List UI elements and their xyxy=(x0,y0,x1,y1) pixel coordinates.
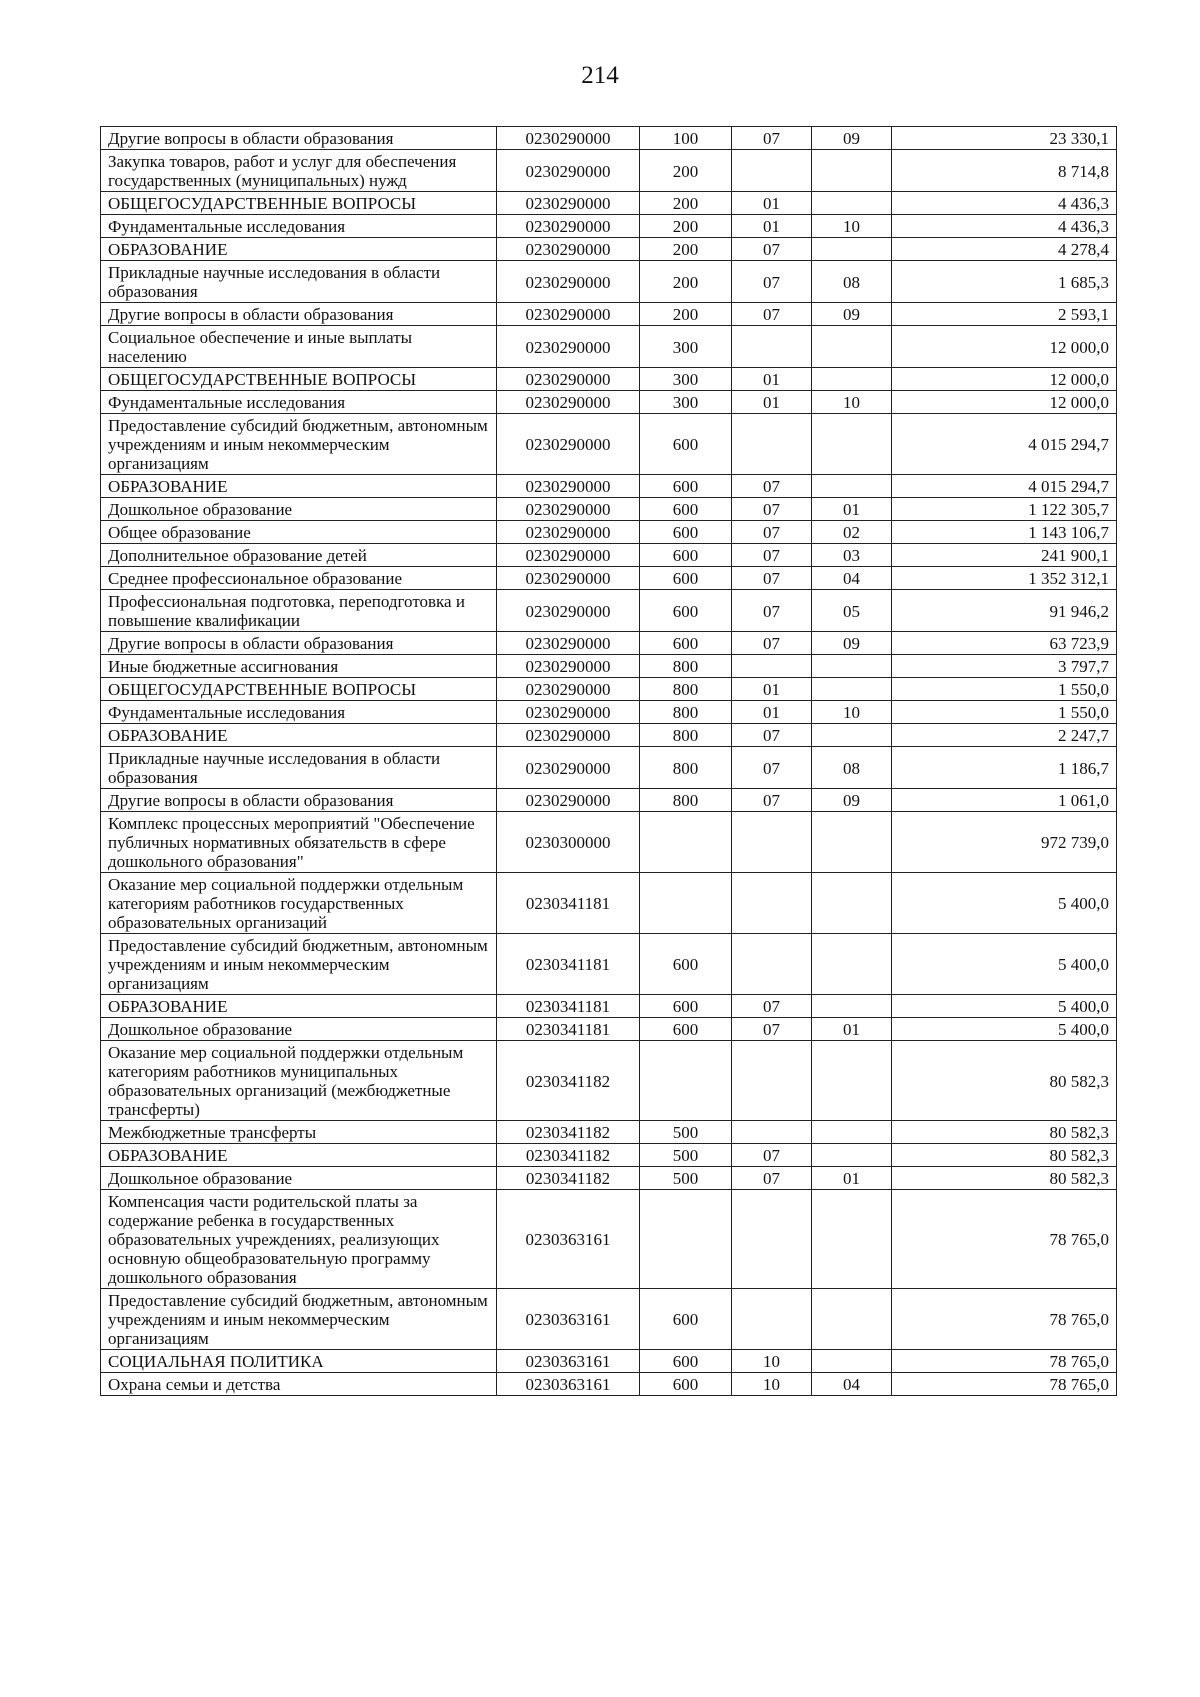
table-row xyxy=(101,498,1117,521)
row-subsection xyxy=(812,934,892,995)
row-expense-type: 800 xyxy=(640,678,732,701)
row-subsection xyxy=(812,724,892,747)
row-subsection: 09 xyxy=(812,127,892,150)
row-target-code: 0230290000 xyxy=(497,701,640,724)
row-section: 07 xyxy=(732,261,812,303)
row-name: Социальное обеспечение и иные выплаты населению xyxy=(101,326,497,368)
row-amount: 78 765,0 xyxy=(892,1373,1117,1396)
row-name: Комплекс процессных мероприятий "Обеспечение публичных нормативных обязательств в сфере дошкольного образования" xyxy=(101,812,497,873)
row-subsection: 03 xyxy=(812,544,892,567)
row-target-code: 0230290000 xyxy=(497,127,640,150)
row-expense-type: 600 xyxy=(640,521,732,544)
table-row xyxy=(101,475,1117,498)
row-name: Профессиональная подготовка, переподготовка и повышение квалификации xyxy=(101,590,497,632)
row-subsection: 10 xyxy=(812,391,892,414)
row-target-code: 0230290000 xyxy=(497,521,640,544)
row-amount: 91 946,2 xyxy=(892,590,1117,632)
row-expense-type: 200 xyxy=(640,150,732,192)
row-amount: 4 278,4 xyxy=(892,238,1117,261)
row-name: Другие вопросы в области образования xyxy=(101,303,497,326)
row-subsection xyxy=(812,1041,892,1121)
row-section: 01 xyxy=(732,391,812,414)
row-name: Предоставление субсидий бюджетным, автономным учреждениям и иным некоммерческим организациям xyxy=(101,934,497,995)
table-row xyxy=(101,521,1117,544)
row-subsection: 04 xyxy=(812,1373,892,1396)
row-section: 07 xyxy=(732,521,812,544)
row-target-code: 0230290000 xyxy=(497,789,640,812)
row-name: Прикладные научные исследования в области образования xyxy=(101,747,497,789)
row-amount: 1 550,0 xyxy=(892,701,1117,724)
row-section: 01 xyxy=(732,192,812,215)
row-subsection xyxy=(812,150,892,192)
row-target-code: 0230363161 xyxy=(497,1350,640,1373)
row-target-code: 0230341182 xyxy=(497,1144,640,1167)
row-section: 07 xyxy=(732,127,812,150)
row-expense-type: 600 xyxy=(640,590,732,632)
row-target-code: 0230290000 xyxy=(497,150,640,192)
table-row xyxy=(101,391,1117,414)
table-row xyxy=(101,632,1117,655)
row-expense-type: 200 xyxy=(640,261,732,303)
row-name: Предоставление субсидий бюджетным, автономным учреждениям и иным некоммерческим организациям xyxy=(101,1289,497,1350)
row-amount: 80 582,3 xyxy=(892,1144,1117,1167)
row-expense-type xyxy=(640,873,732,934)
table-row xyxy=(101,812,1117,873)
row-amount: 1 122 305,7 xyxy=(892,498,1117,521)
row-expense-type: 600 xyxy=(640,1350,732,1373)
row-name: ОБРАЗОВАНИЕ xyxy=(101,995,497,1018)
row-target-code: 0230290000 xyxy=(497,747,640,789)
row-subsection xyxy=(812,1121,892,1144)
row-amount: 80 582,3 xyxy=(892,1121,1117,1144)
table-row xyxy=(101,995,1117,1018)
row-target-code: 0230290000 xyxy=(497,192,640,215)
row-expense-type: 800 xyxy=(640,701,732,724)
row-section: 07 xyxy=(732,498,812,521)
table-row xyxy=(101,567,1117,590)
row-target-code: 0230341182 xyxy=(497,1167,640,1190)
row-amount: 78 765,0 xyxy=(892,1190,1117,1289)
row-expense-type: 800 xyxy=(640,724,732,747)
page-number: 214 xyxy=(581,62,619,89)
row-section xyxy=(732,655,812,678)
row-name: Фундаментальные исследования xyxy=(101,215,497,238)
row-expense-type: 600 xyxy=(640,475,732,498)
row-amount: 8 714,8 xyxy=(892,150,1117,192)
row-section xyxy=(732,1190,812,1289)
row-section xyxy=(732,934,812,995)
row-subsection xyxy=(812,475,892,498)
row-section: 07 xyxy=(732,238,812,261)
table-row xyxy=(101,655,1117,678)
table-row xyxy=(101,789,1117,812)
row-target-code: 0230290000 xyxy=(497,414,640,475)
table-row xyxy=(101,544,1117,567)
row-section: 07 xyxy=(732,567,812,590)
row-subsection: 01 xyxy=(812,498,892,521)
row-amount: 241 900,1 xyxy=(892,544,1117,567)
row-amount: 12 000,0 xyxy=(892,368,1117,391)
table-row xyxy=(101,414,1117,475)
row-expense-type: 600 xyxy=(640,414,732,475)
row-name: Фундаментальные исследования xyxy=(101,701,497,724)
row-section: 07 xyxy=(732,544,812,567)
row-subsection: 02 xyxy=(812,521,892,544)
row-expense-type: 500 xyxy=(640,1167,732,1190)
table-row xyxy=(101,1373,1117,1396)
row-name: Дополнительное образование детей xyxy=(101,544,497,567)
row-subsection: 08 xyxy=(812,261,892,303)
row-section xyxy=(732,150,812,192)
row-section xyxy=(732,812,812,873)
row-amount: 1 143 106,7 xyxy=(892,521,1117,544)
row-subsection: 01 xyxy=(812,1167,892,1190)
row-amount: 5 400,0 xyxy=(892,995,1117,1018)
row-amount: 5 400,0 xyxy=(892,934,1117,995)
row-name: Общее образование xyxy=(101,521,497,544)
row-target-code: 0230290000 xyxy=(497,391,640,414)
row-section: 01 xyxy=(732,701,812,724)
row-subsection xyxy=(812,192,892,215)
row-target-code: 0230363161 xyxy=(497,1289,640,1350)
row-section: 01 xyxy=(732,678,812,701)
row-amount: 12 000,0 xyxy=(892,391,1117,414)
table-row xyxy=(101,1190,1117,1289)
row-subsection: 09 xyxy=(812,789,892,812)
row-target-code: 0230290000 xyxy=(497,326,640,368)
row-amount: 4 436,3 xyxy=(892,215,1117,238)
row-name: Среднее профессиональное образование xyxy=(101,567,497,590)
table-row xyxy=(101,1167,1117,1190)
row-subsection xyxy=(812,812,892,873)
row-expense-type: 600 xyxy=(640,544,732,567)
row-target-code: 0230290000 xyxy=(497,498,640,521)
row-target-code: 0230290000 xyxy=(497,678,640,701)
table-row xyxy=(101,150,1117,192)
row-target-code: 0230290000 xyxy=(497,368,640,391)
row-amount: 1 186,7 xyxy=(892,747,1117,789)
row-name: Оказание мер социальной поддержки отдельным категориям работников муниципальных образовательных организаций (межбюджетные трансферты) xyxy=(101,1041,497,1121)
row-name: Другие вопросы в области образования xyxy=(101,632,497,655)
row-name: Оказание мер социальной поддержки отдельным категориям работников государственных образовательных организаций xyxy=(101,873,497,934)
table-row xyxy=(101,1144,1117,1167)
table-row xyxy=(101,326,1117,368)
row-subsection xyxy=(812,1190,892,1289)
row-subsection xyxy=(812,1144,892,1167)
row-amount: 4 015 294,7 xyxy=(892,475,1117,498)
row-target-code: 0230363161 xyxy=(497,1190,640,1289)
row-name: Иные бюджетные ассигнования xyxy=(101,655,497,678)
row-expense-type: 600 xyxy=(640,632,732,655)
row-name: ОБЩЕГОСУДАРСТВЕННЫЕ ВОПРОСЫ xyxy=(101,678,497,701)
row-name: Прикладные научные исследования в области образования xyxy=(101,261,497,303)
row-amount: 63 723,9 xyxy=(892,632,1117,655)
row-section: 07 xyxy=(732,1018,812,1041)
row-section xyxy=(732,1289,812,1350)
row-amount: 1 685,3 xyxy=(892,261,1117,303)
row-target-code: 0230341181 xyxy=(497,873,640,934)
row-amount: 80 582,3 xyxy=(892,1167,1117,1190)
row-subsection: 05 xyxy=(812,590,892,632)
budget-table-body xyxy=(101,127,1117,1396)
row-subsection xyxy=(812,326,892,368)
table-row xyxy=(101,934,1117,995)
row-target-code: 0230290000 xyxy=(497,655,640,678)
row-amount: 23 330,1 xyxy=(892,127,1117,150)
table-row xyxy=(101,1018,1117,1041)
row-target-code: 0230290000 xyxy=(497,590,640,632)
row-expense-type: 500 xyxy=(640,1121,732,1144)
row-target-code: 0230363161 xyxy=(497,1373,640,1396)
row-expense-type: 200 xyxy=(640,303,732,326)
row-name: Охрана семьи и детства xyxy=(101,1373,497,1396)
row-name: СОЦИАЛЬНАЯ ПОЛИТИКА xyxy=(101,1350,497,1373)
row-amount: 78 765,0 xyxy=(892,1350,1117,1373)
row-section xyxy=(732,326,812,368)
table-row xyxy=(101,747,1117,789)
row-expense-type: 800 xyxy=(640,655,732,678)
table-row xyxy=(101,215,1117,238)
row-section: 10 xyxy=(732,1350,812,1373)
row-target-code: 0230341182 xyxy=(497,1121,640,1144)
row-section: 07 xyxy=(732,303,812,326)
row-subsection xyxy=(812,873,892,934)
row-section: 07 xyxy=(732,747,812,789)
row-amount: 2 247,7 xyxy=(892,724,1117,747)
row-expense-type xyxy=(640,812,732,873)
row-expense-type: 600 xyxy=(640,1373,732,1396)
row-expense-type: 600 xyxy=(640,1289,732,1350)
row-section: 07 xyxy=(732,724,812,747)
row-target-code: 0230341181 xyxy=(497,995,640,1018)
row-target-code: 0230290000 xyxy=(497,238,640,261)
row-target-code: 0230290000 xyxy=(497,632,640,655)
row-expense-type: 500 xyxy=(640,1144,732,1167)
table-row xyxy=(101,261,1117,303)
row-subsection: 08 xyxy=(812,747,892,789)
row-expense-type xyxy=(640,1041,732,1121)
table-row xyxy=(101,873,1117,934)
table-row xyxy=(101,678,1117,701)
row-expense-type: 100 xyxy=(640,127,732,150)
row-section xyxy=(732,873,812,934)
row-target-code: 0230341182 xyxy=(497,1041,640,1121)
row-subsection xyxy=(812,678,892,701)
row-expense-type: 600 xyxy=(640,498,732,521)
row-subsection: 04 xyxy=(812,567,892,590)
row-name: ОБЩЕГОСУДАРСТВЕННЫЕ ВОПРОСЫ xyxy=(101,368,497,391)
row-amount: 78 765,0 xyxy=(892,1289,1117,1350)
row-subsection xyxy=(812,655,892,678)
row-subsection xyxy=(812,414,892,475)
row-expense-type: 300 xyxy=(640,326,732,368)
row-expense-type: 800 xyxy=(640,789,732,812)
row-target-code: 0230290000 xyxy=(497,724,640,747)
row-name: ОБРАЗОВАНИЕ xyxy=(101,724,497,747)
row-section: 07 xyxy=(732,632,812,655)
budget-table xyxy=(100,126,1117,1396)
row-name: Компенсация части родительской платы за содержание ребенка в государственных образовательных учреждениях, реализующих основную общеобразовательную программу дошкольного образования xyxy=(101,1190,497,1289)
row-subsection xyxy=(812,1350,892,1373)
row-expense-type xyxy=(640,1190,732,1289)
row-subsection: 09 xyxy=(812,303,892,326)
row-subsection xyxy=(812,1289,892,1350)
row-subsection xyxy=(812,368,892,391)
table-row xyxy=(101,303,1117,326)
row-subsection: 10 xyxy=(812,215,892,238)
table-row xyxy=(101,368,1117,391)
row-section: 07 xyxy=(732,590,812,632)
row-name: Другие вопросы в области образования xyxy=(101,789,497,812)
row-target-code: 0230290000 xyxy=(497,544,640,567)
row-target-code: 0230300000 xyxy=(497,812,640,873)
table-row xyxy=(101,1121,1117,1144)
row-amount: 80 582,3 xyxy=(892,1041,1117,1121)
row-target-code: 0230290000 xyxy=(497,261,640,303)
row-amount: 5 400,0 xyxy=(892,873,1117,934)
table-row xyxy=(101,1289,1117,1350)
row-subsection: 01 xyxy=(812,1018,892,1041)
row-expense-type: 600 xyxy=(640,1018,732,1041)
table-row xyxy=(101,701,1117,724)
row-expense-type: 600 xyxy=(640,567,732,590)
row-amount: 972 739,0 xyxy=(892,812,1117,873)
row-subsection: 09 xyxy=(812,632,892,655)
table-row xyxy=(101,192,1117,215)
row-amount: 2 593,1 xyxy=(892,303,1117,326)
row-expense-type: 200 xyxy=(640,238,732,261)
row-expense-type: 300 xyxy=(640,368,732,391)
row-name: Другие вопросы в области образования xyxy=(101,127,497,150)
row-subsection xyxy=(812,238,892,261)
row-amount: 1 550,0 xyxy=(892,678,1117,701)
table-row xyxy=(101,238,1117,261)
row-name: Межбюджетные трансферты xyxy=(101,1121,497,1144)
row-section: 01 xyxy=(732,215,812,238)
row-section xyxy=(732,1041,812,1121)
row-name: ОБРАЗОВАНИЕ xyxy=(101,1144,497,1167)
row-name: Предоставление субсидий бюджетным, автономным учреждениям и иным некоммерческим организациям xyxy=(101,414,497,475)
row-section xyxy=(732,414,812,475)
row-section xyxy=(732,1121,812,1144)
row-name: ОБРАЗОВАНИЕ xyxy=(101,238,497,261)
row-target-code: 0230341181 xyxy=(497,934,640,995)
table-row xyxy=(101,1350,1117,1373)
table-row xyxy=(101,724,1117,747)
row-expense-type: 300 xyxy=(640,391,732,414)
row-target-code: 0230341181 xyxy=(497,1018,640,1041)
row-section: 01 xyxy=(732,368,812,391)
row-expense-type: 600 xyxy=(640,934,732,995)
row-amount: 12 000,0 xyxy=(892,326,1117,368)
row-expense-type: 600 xyxy=(640,995,732,1018)
row-subsection: 10 xyxy=(812,701,892,724)
row-section: 07 xyxy=(732,995,812,1018)
row-section: 07 xyxy=(732,475,812,498)
table-row xyxy=(101,127,1117,150)
row-name: Закупка товаров, работ и услуг для обеспечения государственных (муниципальных) нужд xyxy=(101,150,497,192)
row-name: ОБРАЗОВАНИЕ xyxy=(101,475,497,498)
row-subsection xyxy=(812,995,892,1018)
row-target-code: 0230290000 xyxy=(497,215,640,238)
row-name: Дошкольное образование xyxy=(101,1167,497,1190)
row-target-code: 0230290000 xyxy=(497,475,640,498)
row-expense-type: 200 xyxy=(640,192,732,215)
row-target-code: 0230290000 xyxy=(497,303,640,326)
row-section: 10 xyxy=(732,1373,812,1396)
row-target-code: 0230290000 xyxy=(497,567,640,590)
row-amount: 1 352 312,1 xyxy=(892,567,1117,590)
row-section: 07 xyxy=(732,1144,812,1167)
table-row xyxy=(101,1041,1117,1121)
row-expense-type: 200 xyxy=(640,215,732,238)
row-name: Фундаментальные исследования xyxy=(101,391,497,414)
row-name: Дошкольное образование xyxy=(101,1018,497,1041)
row-section: 07 xyxy=(732,789,812,812)
row-amount: 3 797,7 xyxy=(892,655,1117,678)
table-row xyxy=(101,590,1117,632)
row-name: ОБЩЕГОСУДАРСТВЕННЫЕ ВОПРОСЫ xyxy=(101,192,497,215)
row-name: Дошкольное образование xyxy=(101,498,497,521)
row-amount: 1 061,0 xyxy=(892,789,1117,812)
row-amount: 4 436,3 xyxy=(892,192,1117,215)
row-section: 07 xyxy=(732,1167,812,1190)
row-amount: 4 015 294,7 xyxy=(892,414,1117,475)
row-amount: 5 400,0 xyxy=(892,1018,1117,1041)
row-expense-type: 800 xyxy=(640,747,732,789)
